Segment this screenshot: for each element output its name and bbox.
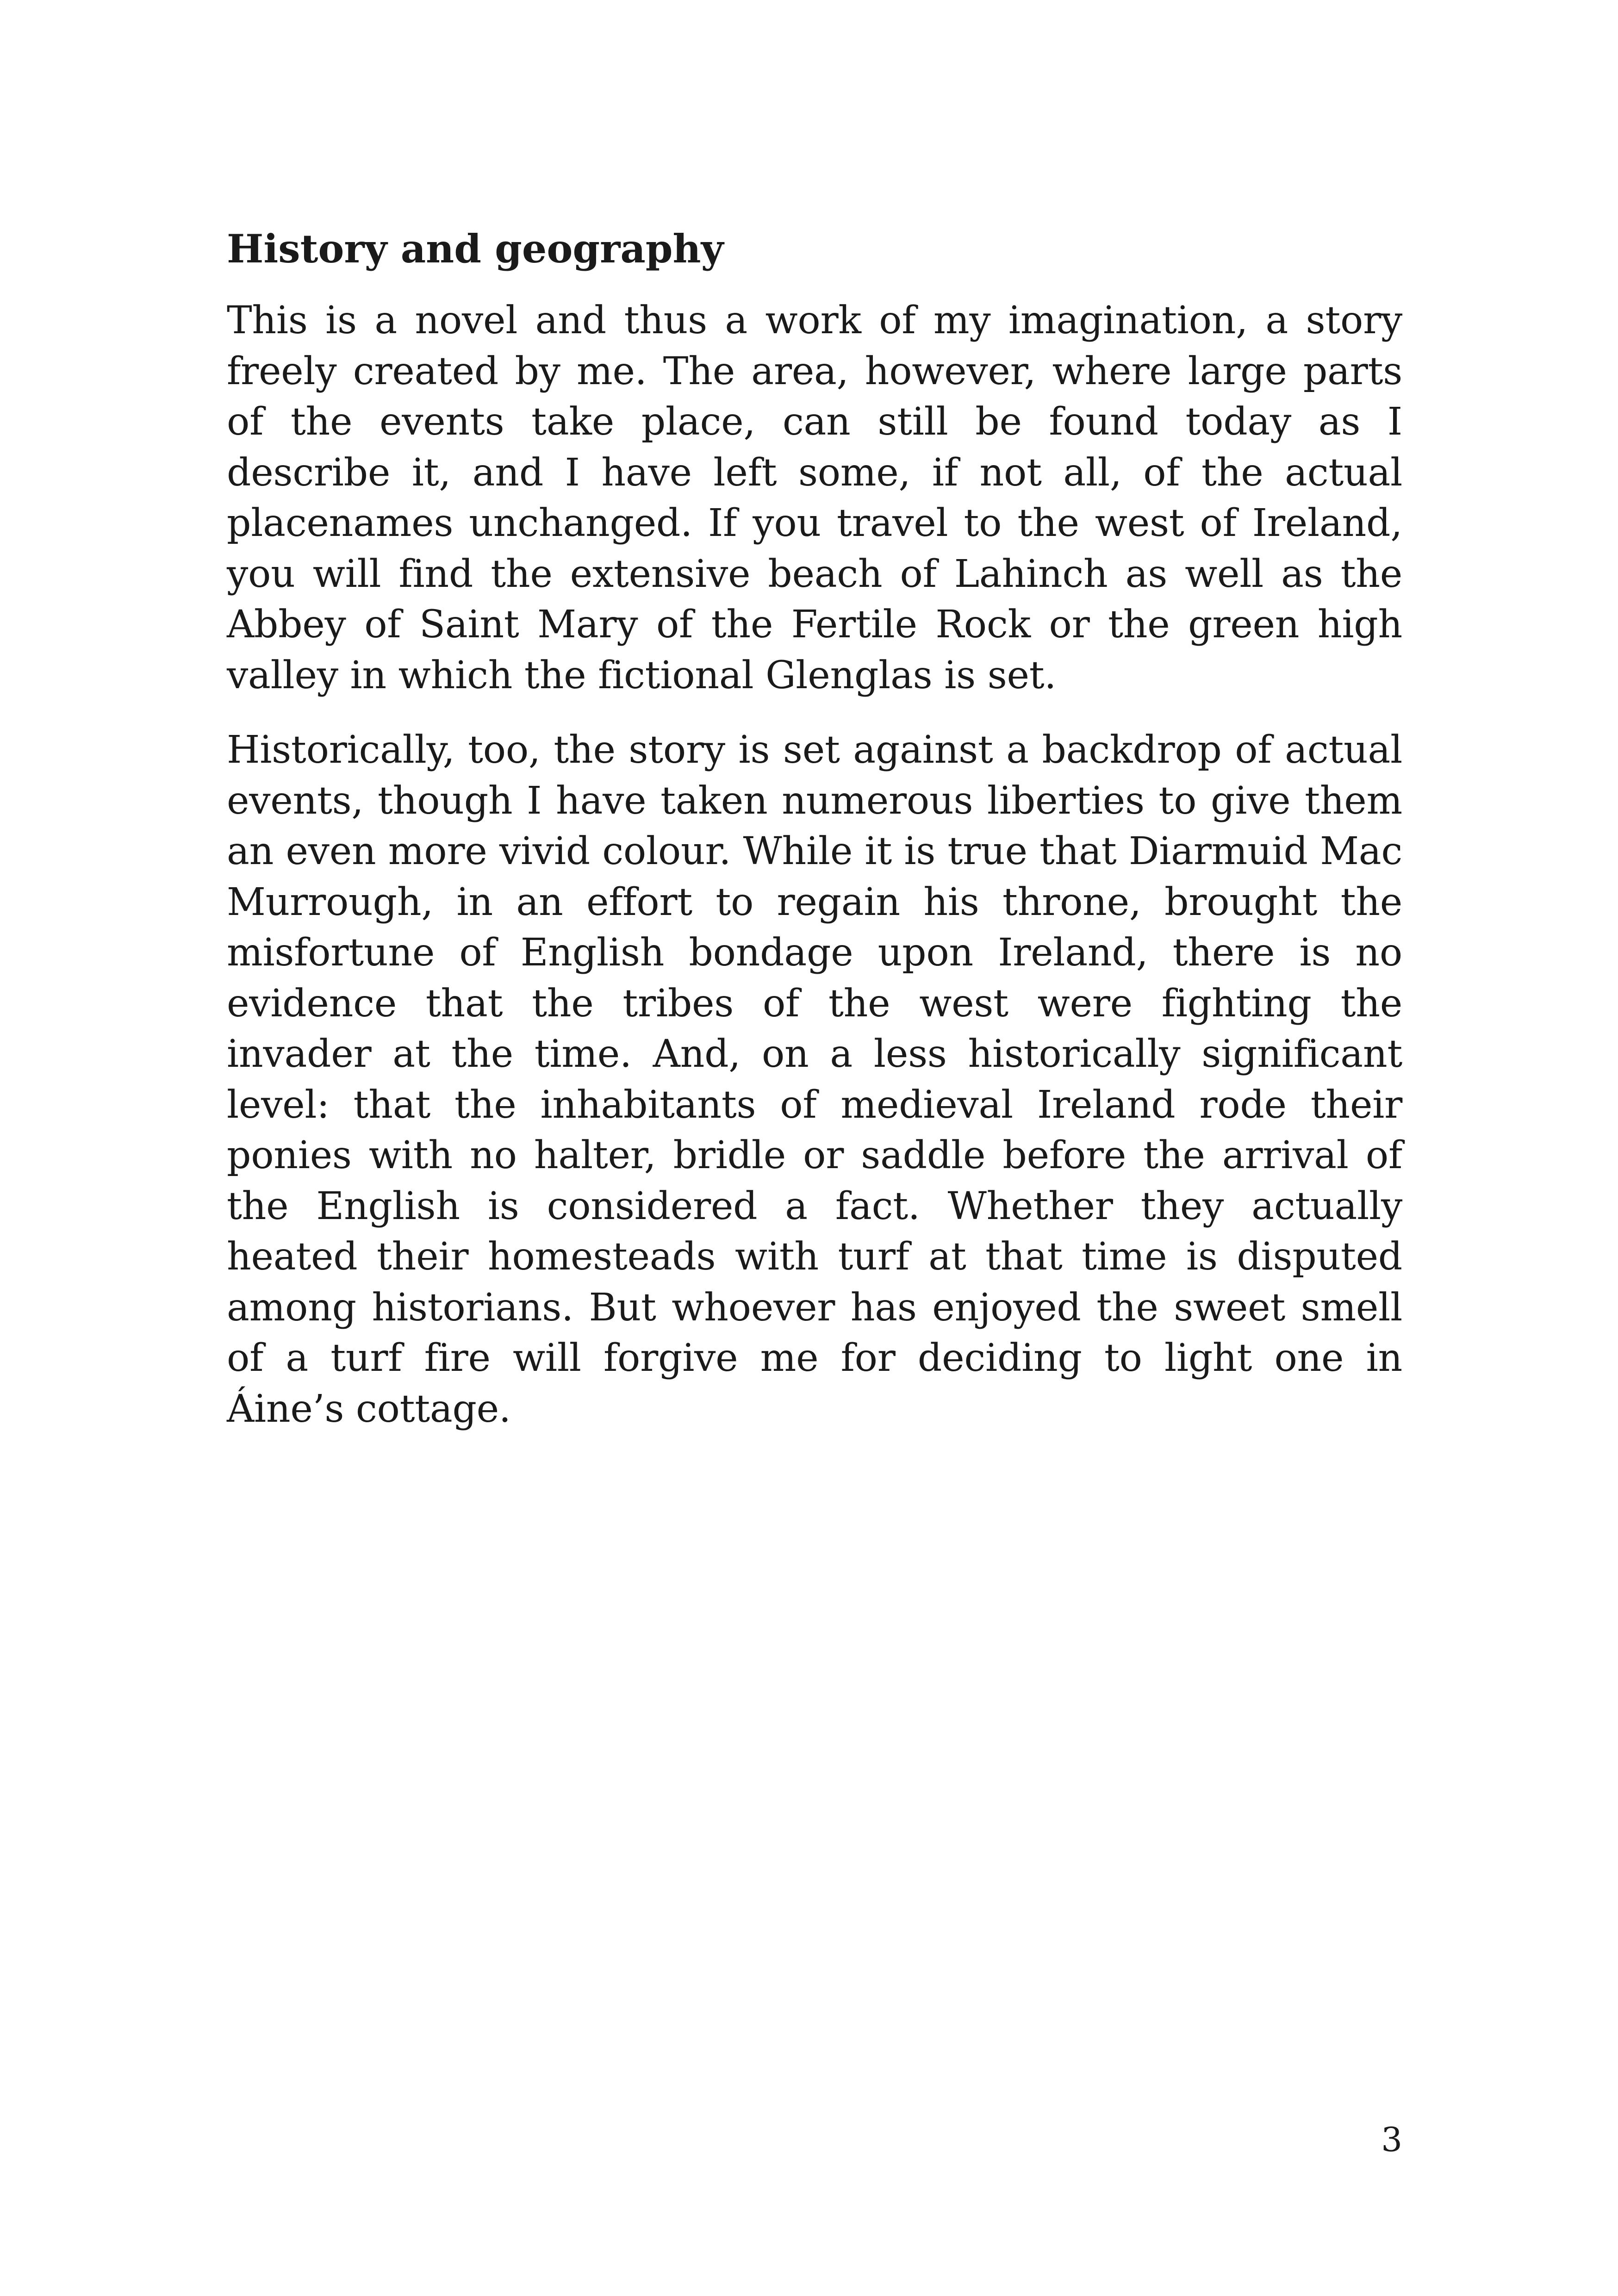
page-number: 3 xyxy=(1381,2120,1402,2159)
text-block xyxy=(227,222,1402,1458)
paragraph-1: This is a novel and thus a work of my imagination, a story freely created by me. The area, however, where large parts of the events take place, can still be found today as I describe it, and I have left some, if not all, of the actual placenames unchanged. If you travel to the west of Ireland, you will find the extensive beach of Lahinch as well as the Abbey of Saint Mary of the Fertile Rock or the green high valley in which the fictional Glenglas is set. xyxy=(227,299,1402,697)
section-heading: History and geography xyxy=(227,226,724,272)
paragraph-2: Historically, too, the story is set against a backdrop of actual events, though I have taken numerous liberties to give them an even more vivid colour. While it is true that Diarmuid Mac Murrough, in an effort to regain his throne, brought the misfortune of English bondage upon Ireland, there is no evidence that the tribes of the west were fighting the invader at the time. And, on a less historically significant level: that the inhabitants of medieval Ireland rode their ponies with no halter, bridle or saddle before the arrival of the English is considered a fact. Whether they actually heated their homesteads with turf at that time is disputed among historians. But whoever has enjoyed the sweet smell of a turf fire will forgive me for deciding to light one in Áine’s cottage. xyxy=(227,728,1402,1431)
